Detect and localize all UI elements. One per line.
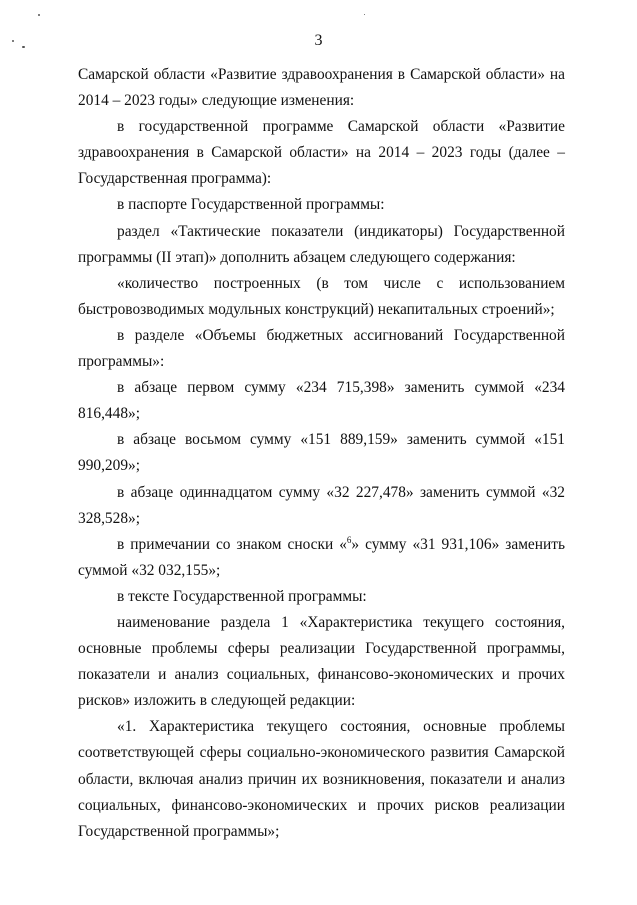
paragraph-5: «количество построенных (в том числе с использованием быстровозводимых модульных конструкций) некапитальных строений»; (78, 274, 565, 318)
paragraph-3: в паспорте Государственной программы: (117, 196, 385, 214)
scan-speck (38, 14, 40, 16)
paragraph-footnote (78, 532, 565, 584)
paragraph-9: в абзаце одиннадцатом сумму «32 227,478» заменить суммой «32 328,528»; (78, 483, 565, 527)
paragraph-6: в разделе «Объемы бюджетных ассигнований Государственной программы»: (78, 326, 565, 371)
paragraph-8: в абзаце восьмом сумму «151 889,159» заменить суммой «151 990,209»; (78, 431, 565, 475)
paragraph-4: раздел «Тактические показатели (индикаторы) Государственной программы (II этап)» дополнить абзацем следующего содержания: (78, 222, 565, 266)
document-body (78, 62, 565, 845)
paragraph-1: Самарской области «Развитие здравоохранения в Самарской области» на 2014 – 2023 годы» следующие изменения: (78, 66, 565, 110)
paragraph-10: в тексте Государственной программы: (117, 587, 367, 605)
paragraph-11: наименование раздела 1 «Характеристика текущего состояния, основные проблемы сферы реализации Государственной программы, показатели и анализ социальных, финансово-экономических и прочих рисков» изложить в следующей редакции: (78, 613, 565, 710)
paragraph-7: в абзаце первом сумму «234 715,398» заменить суммой «234 816,448»; (78, 379, 565, 423)
footnote-mark: 6 (346, 534, 352, 545)
paragraph-12: «1. Характеристика текущего состояния, основные проблемы соответствующей сферы социально-экономического развития Самарской области, включая анализ причин их возникновения, показатели и анализ социальных, финансово-экономических и прочих рисков реализации Государственной программы»; (78, 718, 565, 840)
page-number: 3 (314, 32, 323, 49)
footnote-text-before: в примечании со знаком сноски « (117, 535, 347, 553)
scan-speck (364, 14, 365, 15)
footnote-text-after: » сумму «31 931,106» заменить суммой «32 032,155»; (78, 535, 565, 579)
paragraph-2: в государственной программе Самарской области «Развитие здравоохранения в Самарской области» на 2014 – 2023 годы (далее – Государственная программа): (78, 118, 565, 188)
